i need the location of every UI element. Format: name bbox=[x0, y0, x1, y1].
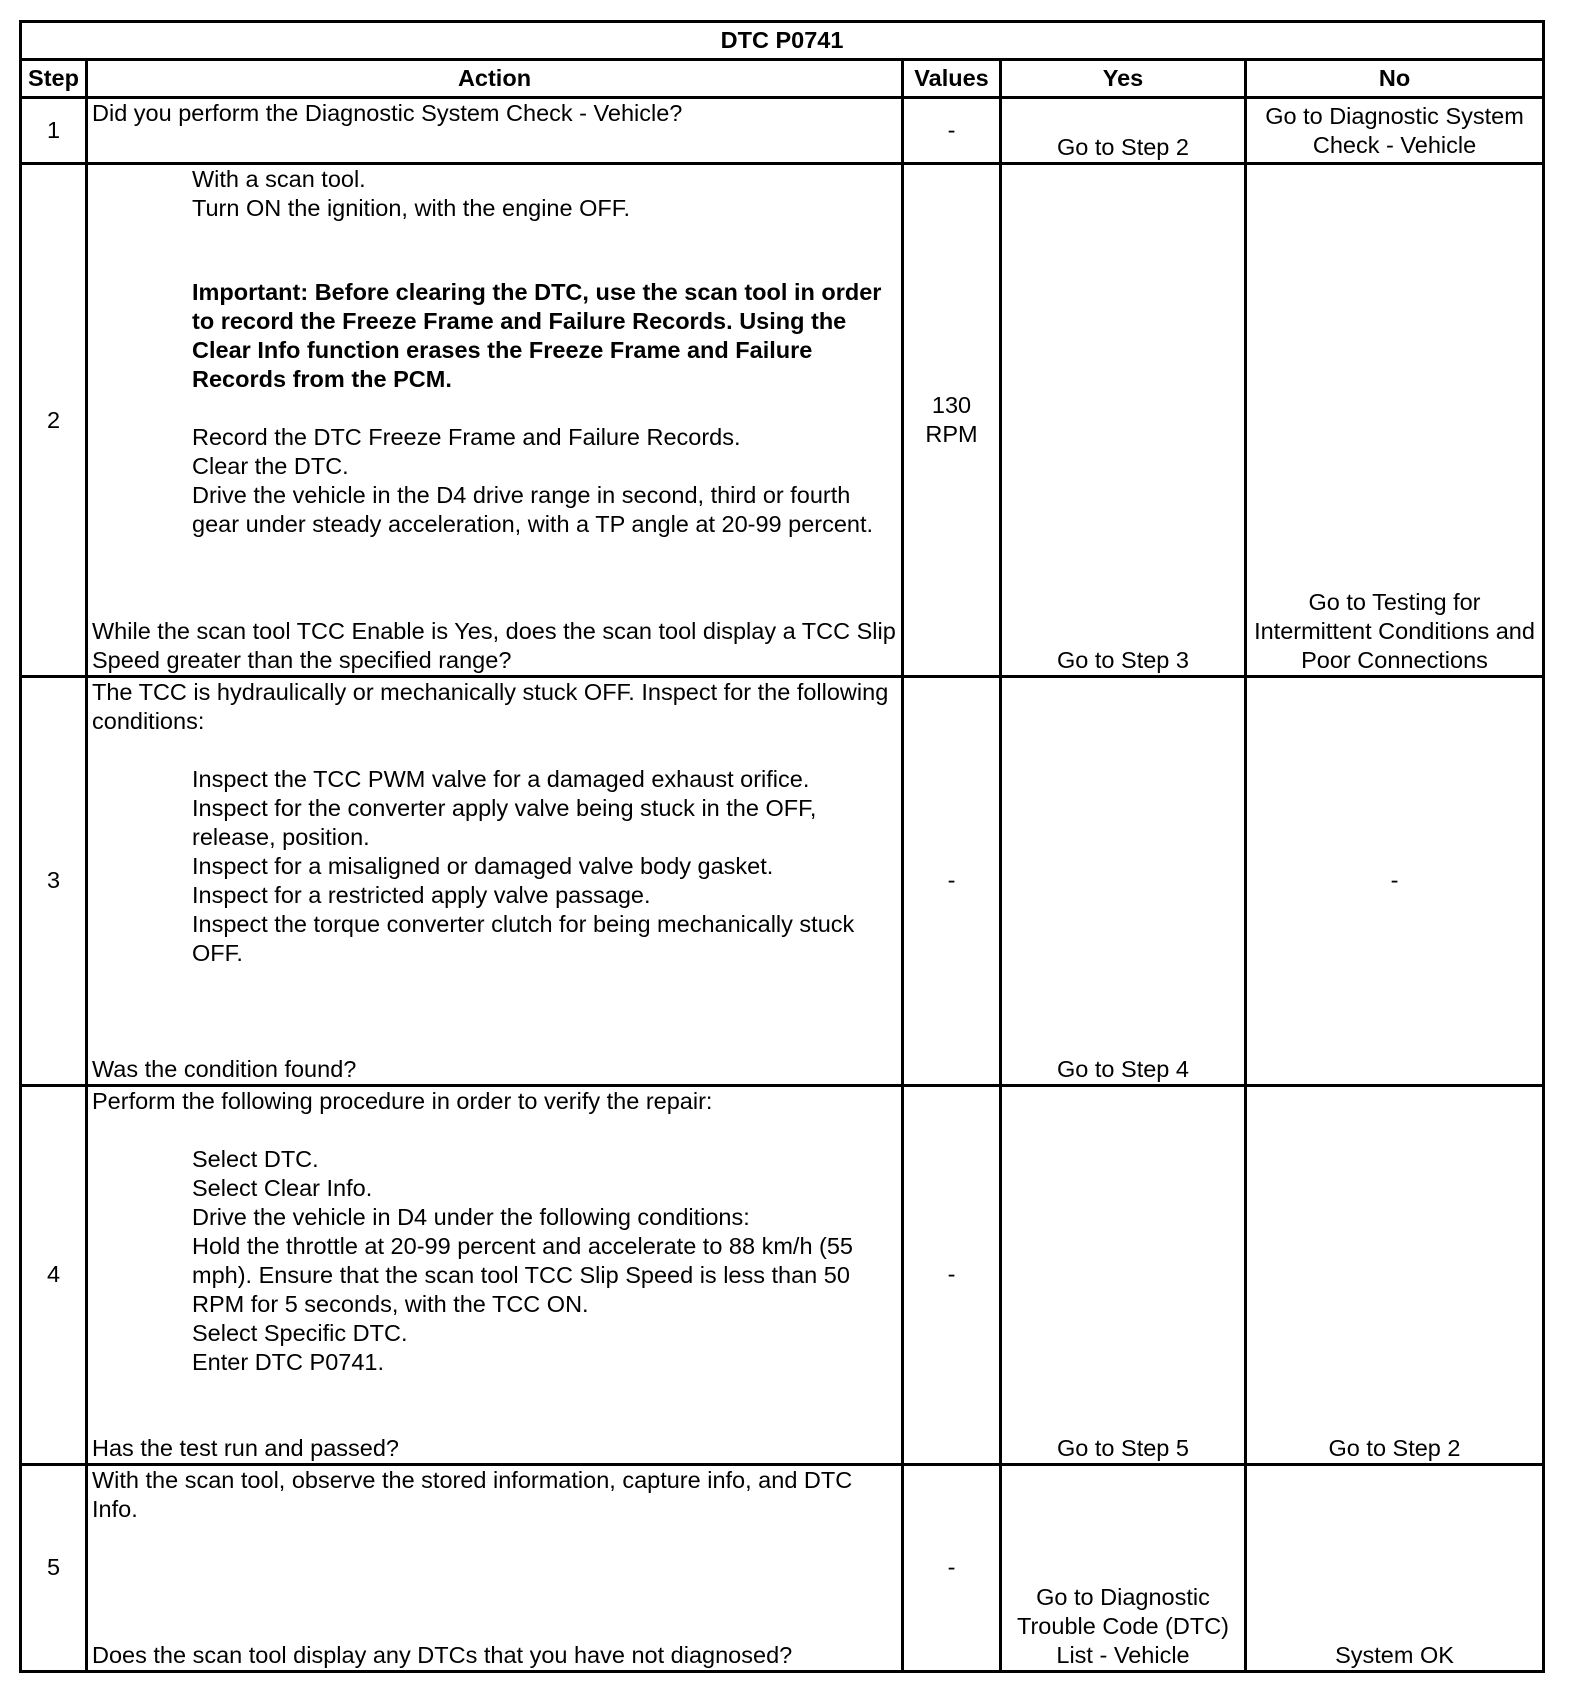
important-note: Important: Before clearing the DTC, use the scan tool in order to record the Freeze Frame and Failure Records. Using the Clear Info function erases the Freeze Frame and Failure Records from the PCM. bbox=[192, 279, 882, 393]
value-cell: - bbox=[903, 98, 1001, 164]
procedure-step: Record the DTC Freeze Frame and Failure Records. bbox=[192, 424, 741, 451]
table-row bbox=[21, 98, 1544, 164]
procedure-step: Select Clear Info. bbox=[192, 1174, 373, 1201]
procedure-step: Turn ON the ignition, with the engine OFF. bbox=[192, 195, 631, 222]
procedure-step: Select Specific DTC. bbox=[192, 1319, 408, 1346]
header-action: Action bbox=[87, 60, 903, 98]
action-question: Did you perform the Diagnostic System Check - Vehicle? bbox=[92, 100, 683, 127]
yes-cell: Go to Step 3 bbox=[1001, 164, 1246, 677]
header-no: No bbox=[1246, 60, 1544, 98]
procedure-step: Hold the throttle at 20-99 percent and accelerate to 88 km/h (55 mph). Ensure that the scan tool TCC Slip Speed is less than 50 RPM for 5 seconds, with the TCC ON. bbox=[192, 1232, 854, 1317]
procedure-step: With a scan tool. bbox=[192, 166, 366, 193]
table-row bbox=[21, 677, 1544, 1085]
value-cell: - bbox=[903, 677, 1001, 1085]
no-cell: System OK bbox=[1246, 1464, 1544, 1671]
value-cell: - bbox=[903, 1085, 1001, 1464]
header-row bbox=[21, 60, 1544, 98]
value-cell: - bbox=[903, 1464, 1001, 1671]
header-step: Step bbox=[21, 60, 87, 98]
action-question: While the scan tool TCC Enable is Yes, does the scan tool display a TCC Slip Speed greater than the specified range? bbox=[92, 618, 896, 674]
procedure-step: Inspect for a misaligned or damaged valve body gasket. bbox=[192, 853, 774, 880]
action-cell bbox=[87, 164, 903, 677]
procedure-step: Select DTC. bbox=[192, 1145, 319, 1172]
no-cell: Go to Testing for Intermittent Conditions and Poor Connections bbox=[1246, 164, 1544, 677]
action-intro: With the scan tool, observe the stored information, capture info, and DTC Info. bbox=[92, 1466, 853, 1522]
step-number: 4 bbox=[21, 1085, 87, 1464]
no-cell: - bbox=[1246, 677, 1544, 1085]
procedure-step: Clear the DTC. bbox=[192, 453, 349, 480]
step-number: 3 bbox=[21, 677, 87, 1085]
action-intro: Perform the following procedure in order to verify the repair: bbox=[92, 1087, 713, 1114]
no-cell: Go to Diagnostic System Check - Vehicle bbox=[1246, 98, 1544, 164]
step-number: 5 bbox=[21, 1464, 87, 1671]
table-row bbox=[21, 1085, 1544, 1464]
procedure-step: Drive the vehicle in the D4 drive range in second, third or fourth gear under steady acceleration, with a TP angle at 20-99 percent. bbox=[192, 482, 874, 538]
action-question: Has the test run and passed? bbox=[92, 1434, 400, 1461]
action-cell bbox=[87, 1085, 903, 1464]
yes-cell: Go to Step 4 bbox=[1001, 677, 1246, 1085]
action-cell bbox=[87, 98, 903, 164]
step-number: 2 bbox=[21, 164, 87, 677]
procedure-list bbox=[92, 165, 897, 539]
yes-cell: Go to Step 5 bbox=[1001, 1085, 1246, 1464]
procedure-step: Inspect for a restricted apply valve passage. bbox=[192, 882, 651, 909]
procedure-list bbox=[92, 1145, 897, 1377]
procedure-list bbox=[92, 765, 897, 968]
step-number: 1 bbox=[21, 98, 87, 164]
value-cell: 130 RPM bbox=[903, 164, 1001, 677]
header-values: Values bbox=[903, 60, 1001, 98]
procedure-step: Inspect for the converter apply valve being stuck in the OFF, release, position. bbox=[192, 795, 817, 851]
procedure-step: Inspect the torque converter clutch for being mechanically stuck OFF. bbox=[192, 911, 855, 967]
table-row bbox=[21, 1464, 1544, 1671]
procedure-step: Enter DTC P0741. bbox=[192, 1348, 385, 1375]
dtc-table bbox=[19, 20, 1545, 1673]
header-yes: Yes bbox=[1001, 60, 1246, 98]
action-cell bbox=[87, 677, 903, 1085]
action-cell bbox=[87, 1464, 903, 1671]
action-question: Was the condition found? bbox=[92, 1055, 357, 1082]
procedure-step: Inspect the TCC PWM valve for a damaged exhaust orifice. bbox=[192, 766, 810, 793]
no-cell: Go to Step 2 bbox=[1246, 1085, 1544, 1464]
table-title: DTC P0741 bbox=[21, 22, 1544, 60]
yes-cell: Go to Step 2 bbox=[1001, 98, 1246, 164]
table-row bbox=[21, 164, 1544, 677]
action-intro: The TCC is hydraulically or mechanically stuck OFF. Inspect for the following conditions: bbox=[92, 679, 889, 735]
action-question: Does the scan tool display any DTCs that you have not diagnosed? bbox=[92, 1642, 793, 1668]
procedure-step: Drive the vehicle in D4 under the following conditions: bbox=[192, 1203, 750, 1230]
yes-cell: Go to Diagnostic Trouble Code (DTC) List - Vehicle bbox=[1001, 1464, 1246, 1671]
